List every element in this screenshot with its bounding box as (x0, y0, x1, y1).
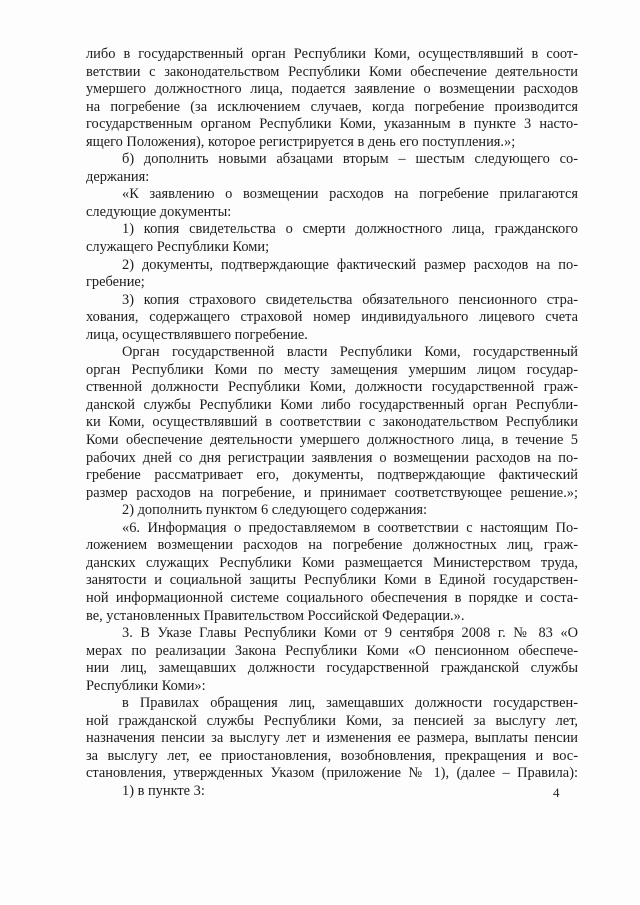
page-number: 4 (553, 785, 560, 800)
text-line: хования, содержащего страховой номер индивидуального лицевого счета (86, 309, 578, 326)
text-line: становления, утвержденных Указом (приложение № 1), (далее – Правила): (86, 765, 578, 782)
text-line: 3) копия страхового свидетельства обязательного пенсионного стра- (122, 291, 578, 308)
text-line: данских служащих Республики Коми размещается Министерством труда, (86, 554, 578, 571)
text-line: 3. В Указе Главы Республики Коми от 9 сентября 2008 г. № 83 «О (122, 625, 578, 642)
text-line: лица, осуществлявшего погребение. (86, 326, 308, 343)
text-line: «К заявлению о возмещении расходов на погребение прилагаются (122, 186, 578, 203)
text-line: назначения пенсии за выслугу лет и изменения ее размера, выплаты пенсии (86, 730, 578, 747)
text-line: 2) дополнить пунктом 6 следующего содержания: (122, 502, 428, 519)
text-line: 2) документы, подтверждающие фактический размер расходов на по- (122, 256, 578, 273)
text-line: ки Коми, осуществлявший в соответствии с законодательством Республики (86, 414, 578, 431)
text-line: ной гражданской службы Республики Коми, за пенсией за выслугу лет, (86, 712, 578, 729)
text-line: нии лиц, замещавших должности государственной гражданской службы (86, 660, 578, 677)
text-line: ложением возмещении расходов на погребение должностных лиц, граж- (86, 537, 578, 554)
text-line: мерах по реализации Закона Республики Коми «О пенсионном обеспече- (86, 642, 578, 659)
text-line: ве, установленных Правительством Российской Федерации.». (86, 607, 465, 624)
text-line: Республики Коми»: (86, 677, 206, 694)
text-line: Орган государственной власти Республики Коми, государственный (122, 344, 578, 361)
text-line: б) дополнить новыми абзацами вторым – шестым следующего со- (122, 151, 578, 168)
text-line: «6. Информация о предоставляемом в соответствии с настоящим По- (122, 519, 578, 536)
text-line: орган Республики Коми по месту замещения умершим лицом государ- (86, 361, 578, 378)
text-line: гребение рассматривает его, документы, подтверждающие фактический (86, 467, 578, 484)
document-body (86, 46, 578, 801)
text-line: размер расходов на погребение, и принимает соответствующее решение.»; (86, 484, 578, 501)
text-line: гребение; (86, 274, 145, 291)
text-line: служащего Республики Коми; (86, 239, 270, 256)
text-line: 1) копия свидетельства о смерти должностного лица, гражданского (122, 221, 578, 238)
text-line: следующие документы: (86, 203, 232, 220)
text-line: умершего должностного лица, подается заявление о возмещении расходов (86, 81, 578, 98)
text-line: 1) в пункте 3: (122, 782, 205, 799)
text-line: держания: (86, 168, 150, 185)
text-line: государственным органом Республики Коми, указанным в пункте 3 насто- (86, 116, 578, 133)
text-line: рабочих дней со дня регистрации заявления о возмещении расходов на по- (86, 449, 578, 466)
text-line: ящего Положения), которое регистрируется в день его поступления.»; (86, 133, 516, 150)
text-line: занятости и социальной защиты Республики Коми в Единой государствен- (86, 572, 578, 589)
text-line: за выслугу лет, ее приостановления, возобновления, прекращения и вос- (86, 747, 578, 764)
text-line: в Правилах обращения лиц, замещавших должности государствен- (122, 695, 578, 712)
text-line: данской службы Республики Коми либо государственный орган Республи- (86, 396, 578, 413)
text-line: ной информационной системе социального обеспечения в порядке и соста- (86, 589, 578, 606)
text-line: ственной должности Республики Коми, должности государственной граж- (86, 379, 578, 396)
text-line: Коми обеспечение деятельности умершего должностного лица, в течение 5 (86, 432, 578, 449)
text-line: на погребение (за исключением случаев, когда погребение производится (86, 98, 578, 115)
text-line: либо в государственный орган Республики Коми, осуществлявший в соот- (86, 46, 578, 62)
text-line: ветствии с законодательством Республики Коми обеспечение деятельности (86, 63, 578, 80)
